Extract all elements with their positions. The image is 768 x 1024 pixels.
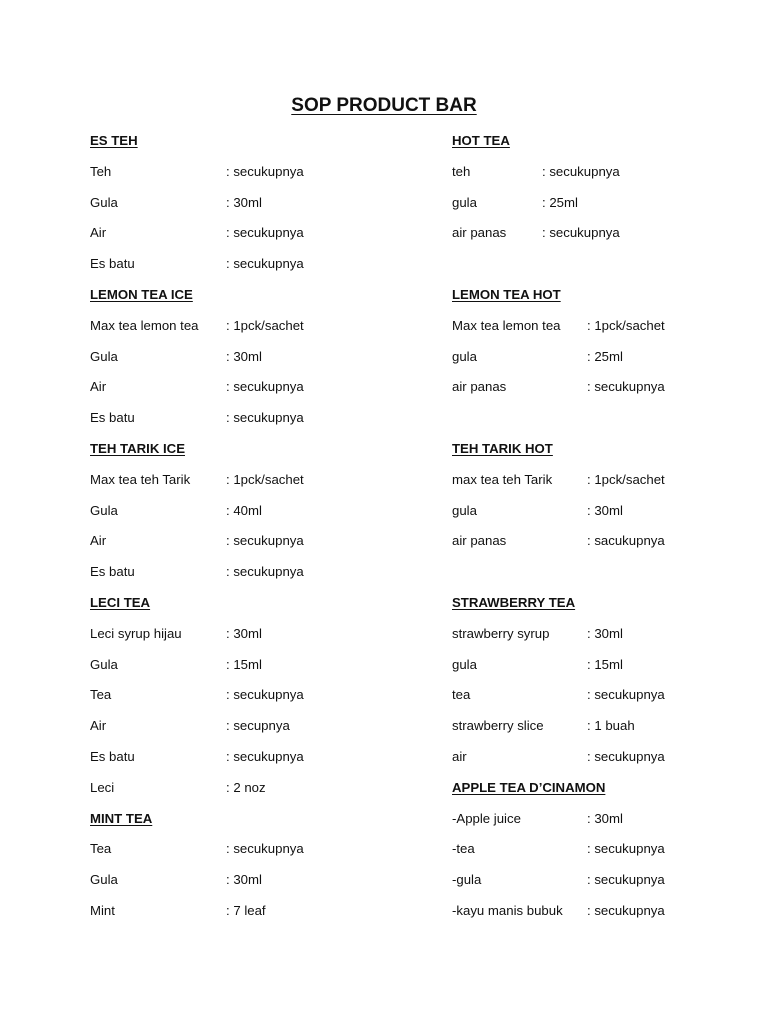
ingredient-amount: : 30ml [587,502,623,518]
ingredient-name: Air [90,225,107,241]
ingredient-name: max tea teh Tarik [452,471,553,487]
ingredient-amount: : 1 buah [587,718,635,734]
recipe-item [452,838,752,869]
recipe-item [452,808,752,839]
recipe-item [452,222,752,253]
ingredient-amount: : 30ml [226,872,262,888]
right-column [452,130,752,931]
ingredient-name: Es batu [90,410,135,426]
ingredient-name: -gula [452,872,482,888]
ingredient-amount: : secukupnya [226,256,304,272]
ingredient-amount: : sacukupnya [587,533,665,549]
ingredient-amount: : secukupnya [587,841,665,857]
ingredient-amount: : secukupnya [226,379,304,395]
ingredient-name: Leci [90,779,115,795]
ingredient-name: Max tea lemon tea [90,317,199,333]
recipe-heading: ES TEH [90,133,138,148]
ingredient-amount: : 25ml [542,194,578,210]
recipe-item [452,346,752,377]
recipe-item [90,315,420,346]
recipe-item [90,222,420,253]
ingredient-name: -Apple juice [452,810,521,826]
ingredient-amount: : secukupnya [587,379,665,395]
ingredient-name: Leci syrup hijau [90,625,182,641]
recipe-heading: LEMON TEA ICE [90,286,193,302]
ingredient-amount: : secukupnya [226,225,304,241]
ingredient-amount: : 25ml [587,348,623,364]
recipe-item [90,777,420,808]
ingredient-name: air [452,748,467,764]
recipe-item [452,684,752,715]
ingredient-amount: : 7 leaf [226,902,266,918]
recipe-item [452,715,752,746]
ingredient-name: Gula [90,872,118,888]
page-title: SOP PRODUCT BAR [291,95,477,116]
recipe-item [90,746,420,777]
recipe-item [452,192,752,223]
ingredient-name: Es batu [90,564,135,580]
recipe-item [90,161,420,192]
recipe-item [452,869,752,900]
recipe-item [90,469,420,500]
ingredient-amount: : 30ml [226,348,262,364]
ingredient-amount: : secukupnya [587,687,665,703]
recipe-item [90,654,420,685]
ingredient-amount: : 30ml [226,625,262,641]
ingredient-name: Gula [90,348,118,364]
ingredient-amount: : secukupnya [542,163,620,179]
recipe-item [90,561,420,592]
ingredient-amount: : 15ml [226,656,262,672]
ingredient-name: -tea [452,841,475,857]
recipe-item [452,500,752,531]
ingredient-amount: : 1pck/sachet [226,317,304,333]
ingredient-name: Gula [90,656,118,672]
ingredient-amount: : secukupnya [226,163,304,179]
ingredient-name: Air [90,718,107,734]
ingredient-amount: : secukupnya [226,687,304,703]
recipe-item [90,900,420,931]
ingredient-name: Tea [90,841,112,857]
ingredient-name: -kayu manis bubuk [452,902,563,918]
blank-line [452,561,752,592]
ingredient-amount: : 30ml [587,810,623,826]
ingredient-amount: : 30ml [226,194,262,210]
ingredient-amount: : secukupnya [226,410,304,426]
ingredient-name: gula [452,194,477,210]
recipe-item [90,715,420,746]
ingredient-amount: : secukupnya [226,841,304,857]
ingredient-name: Gula [90,194,118,210]
ingredient-name: Mint [90,902,115,918]
ingredient-name: tea [452,687,471,703]
ingredient-name: Max tea teh Tarik [90,471,191,487]
recipe-item [452,469,752,500]
recipe-item [452,746,752,777]
recipe-item [90,623,420,654]
ingredient-name: air panas [452,379,507,395]
recipe-item [452,654,752,685]
ingredient-name: gula [452,348,477,364]
ingredient-name: Gula [90,502,118,518]
ingredient-name: Tea [90,687,112,703]
recipe-heading: TEH TARIK HOT [452,440,553,456]
ingredient-amount: : secupnya [226,718,290,734]
recipe-item [90,346,420,377]
recipe-heading: LECI TEA [90,594,151,610]
ingredient-amount: : secukupnya [587,748,665,764]
left-column [90,130,420,931]
ingredient-amount: : 1pck/sachet [587,317,665,333]
recipe-item [90,407,420,438]
recipe-item [90,253,420,284]
recipe-item [452,376,752,407]
recipe-item [452,900,752,931]
ingredient-amount: : secukupnya [226,748,304,764]
recipe-heading: LEMON TEA HOT [452,286,561,302]
ingredient-amount: : 30ml [587,625,623,641]
recipe-item [452,315,752,346]
ingredient-name: air panas [452,533,507,549]
ingredient-amount: : 1pck/sachet [587,471,665,487]
ingredient-name: strawberry slice [452,718,544,734]
recipe-item [90,500,420,531]
ingredient-amount: : secukupnya [587,902,665,918]
ingredient-name: teh [452,163,471,179]
recipe-heading: MINT TEA [90,810,153,826]
ingredient-name: Air [90,379,107,395]
ingredient-name: gula [452,502,477,518]
recipe-heading: TEH TARIK ICE [90,440,185,456]
recipe-heading: HOT TEA [452,133,510,148]
recipe-item [90,684,420,715]
ingredient-amount: : secukupnya [542,225,620,241]
recipe-item [452,530,752,561]
recipe-item [90,192,420,223]
ingredient-name: strawberry syrup [452,625,550,641]
ingredient-name: Es batu [90,256,135,272]
recipe-item [90,838,420,869]
ingredient-name: Air [90,533,107,549]
ingredient-amount: : 15ml [587,656,623,672]
ingredient-name: air panas [452,225,507,241]
recipe-item [90,869,420,900]
ingredient-amount: : 40ml [226,502,262,518]
ingredient-amount: : secukupnya [587,872,665,888]
ingredient-name: Teh [90,163,112,179]
ingredient-amount: : secukupnya [226,564,304,580]
blank-line [452,253,752,284]
ingredient-name: gula [452,656,477,672]
recipe-item [90,376,420,407]
ingredient-name: Max tea lemon tea [452,317,561,333]
recipe-heading: APPLE TEA D’CINAMON [452,779,606,795]
ingredient-name: Es batu [90,748,135,764]
recipe-heading: STRAWBERRY TEA [452,594,576,610]
ingredient-amount: : 2 noz [226,779,266,795]
recipe-item [90,530,420,561]
blank-line [452,407,752,438]
ingredient-amount: : 1pck/sachet [226,471,304,487]
ingredient-amount: : secukupnya [226,533,304,549]
recipe-item [452,161,752,192]
recipe-item [452,623,752,654]
